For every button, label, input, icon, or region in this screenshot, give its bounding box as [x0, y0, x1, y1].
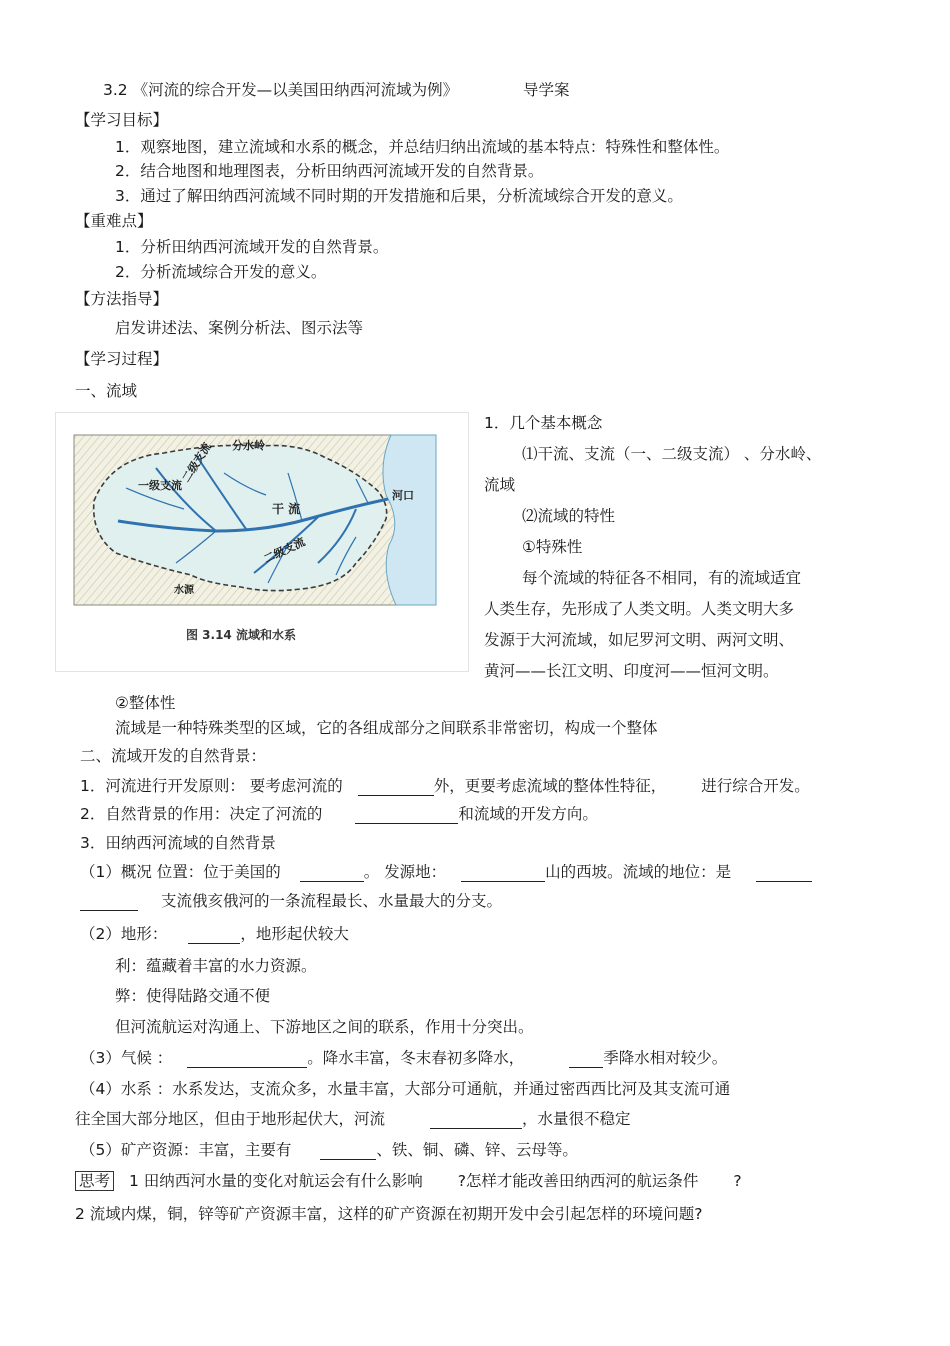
map-label-tributary3: 二级支流	[261, 535, 308, 566]
answer-blank[interactable]	[461, 865, 545, 882]
mineral-line: （5）矿产资源：丰富，主要有 、铁、铜、磷、锌、云母等。	[80, 1141, 578, 1159]
objective-item: 3．通过了解田纳西河流域不同时期的开发措施和后果，分析流域综合开发的意义。	[115, 187, 683, 205]
principle-line: 1．河流进行开发原则： 要考虑河流的 外，更要考虑流域的整体性特征， 进行综合开发。	[80, 777, 810, 795]
answer-blank[interactable]	[756, 865, 812, 882]
water-system-line-cont: 往全国大部分地区，但由于地形起伏大，河流 ，水量很不稳定	[75, 1110, 631, 1128]
map-label-trunk: 干 流	[272, 502, 301, 516]
objective-item: 1．观察地图，建立流域和水系的概念，并总结归纳出流域的基本特点：特殊性和整体性。	[115, 138, 730, 156]
title-number: 3.2	[103, 81, 128, 99]
particularity-text: 黄河——长江文明、印度河——恒河文明。	[484, 662, 779, 680]
answer-blank[interactable]	[355, 807, 458, 824]
answer-blank[interactable]	[430, 1112, 522, 1129]
concepts-line: ⑴干流、支流（一、二级支流） 、分水岭、	[522, 445, 822, 463]
title-text: 《河流的综合开发—以美国田纳西河流域为例》	[132, 81, 459, 99]
answer-blank[interactable]	[569, 1051, 603, 1068]
integrity-heading: ②整体性	[115, 694, 176, 712]
objective-item: 2．结合地图和地理图表，分析田纳西河流域开发的自然背景。	[115, 162, 544, 180]
objectives-heading: 【学习目标】	[75, 111, 169, 129]
think-question-1: 思考 1 田纳西河水量的变化对航运会有什么影响 ?怎样才能改善田纳西河的航运条件 ?	[75, 1171, 742, 1191]
title-suffix: 导学案	[523, 81, 570, 99]
map-label-mouth: 河口	[392, 489, 414, 502]
integrity-text: 流域是一种特殊类型的区域，它的各组成部分之间联系非常密切，构成一个整体	[115, 719, 658, 737]
key-point-item: 1．分析田纳西河流域开发的自然背景。	[115, 238, 389, 256]
terrain-line: （2）地形： ，地形起伏较大	[80, 925, 349, 943]
title	[103, 80, 570, 100]
answer-blank[interactable]	[80, 894, 138, 911]
particularity-text: 每个流域的特征各不相同，有的流域适宜	[522, 569, 802, 587]
answer-blank[interactable]	[358, 779, 434, 796]
method-text: 启发讲述法、案例分析法、图示法等	[115, 319, 364, 337]
overview-line: （1）概况 位置：位于美国的 。 发源地： 山的西坡。流域的地位：是	[80, 862, 812, 882]
water-system-line: （4）水系 ：水系发达，支流众多，水量丰富，大部分可通航，并通过密西西比河及其支流可通	[80, 1080, 731, 1098]
particularity-text: 人类生存，先形成了人类文明。人类文明大多	[484, 600, 795, 618]
role-line: 2．自然背景的作用：决定了河流的 和流域的开发方向。	[80, 805, 598, 823]
key-point-item: 2．分析流域综合开发的意义。	[115, 263, 327, 281]
map-label-tributary1: 一级支流	[138, 479, 182, 492]
think-question-2: 2 流域内煤，铜，锌等矿产资源丰富，这样的矿产资源在初期开发中会引起怎样的环境问题?	[75, 1205, 703, 1223]
overview-line-cont: 支流俄亥俄河的一条流程最长、水量最大的分支。	[80, 891, 502, 911]
terrain-con: 弊：使得陆路交通不便	[115, 987, 271, 1005]
watershed-map	[56, 413, 468, 671]
map-label-watershed: 分水岭	[232, 439, 265, 452]
particularity-heading: ①特殊性	[522, 538, 583, 556]
answer-blank[interactable]	[187, 1051, 307, 1068]
climate-line: （3）气候 ： 。降水丰富，冬末春初多降水， 季降水相对较少。	[80, 1049, 728, 1067]
particularity-text: 发源于大河流域，如尼罗河文明、两河文明、	[484, 631, 795, 649]
think-label: 思考	[75, 1171, 114, 1191]
concepts-heading: 1．几个基本概念	[484, 414, 603, 432]
terrain-note: 但河流航运对沟通上、下游地区之间的联系，作用十分突出。	[115, 1018, 534, 1036]
answer-blank[interactable]	[320, 1143, 376, 1160]
watershed-map-figure	[55, 412, 469, 672]
map-caption: 图 3.14 流域和水系	[186, 628, 296, 642]
section2-heading: 二、流域开发的自然背景：	[80, 747, 267, 765]
key-points-heading: 【重难点】	[75, 212, 153, 230]
process-heading: 【学习过程】	[75, 350, 169, 368]
section1-heading: 一、流域	[75, 382, 138, 400]
terrain-pro: 利：蕴藏着丰富的水力资源。	[115, 957, 317, 975]
answer-blank[interactable]	[188, 927, 240, 944]
answer-blank[interactable]	[300, 865, 364, 882]
characteristics-heading: ⑵流域的特性	[522, 507, 616, 525]
map-label-headwater: 水源	[174, 585, 194, 596]
map-label-tributary2: 二级支流	[179, 440, 214, 485]
concepts-line: 流域	[484, 476, 516, 494]
tennessee-background-heading: 3．田纳西河流域的自然背景	[80, 834, 276, 852]
method-heading: 【方法指导】	[75, 290, 169, 308]
